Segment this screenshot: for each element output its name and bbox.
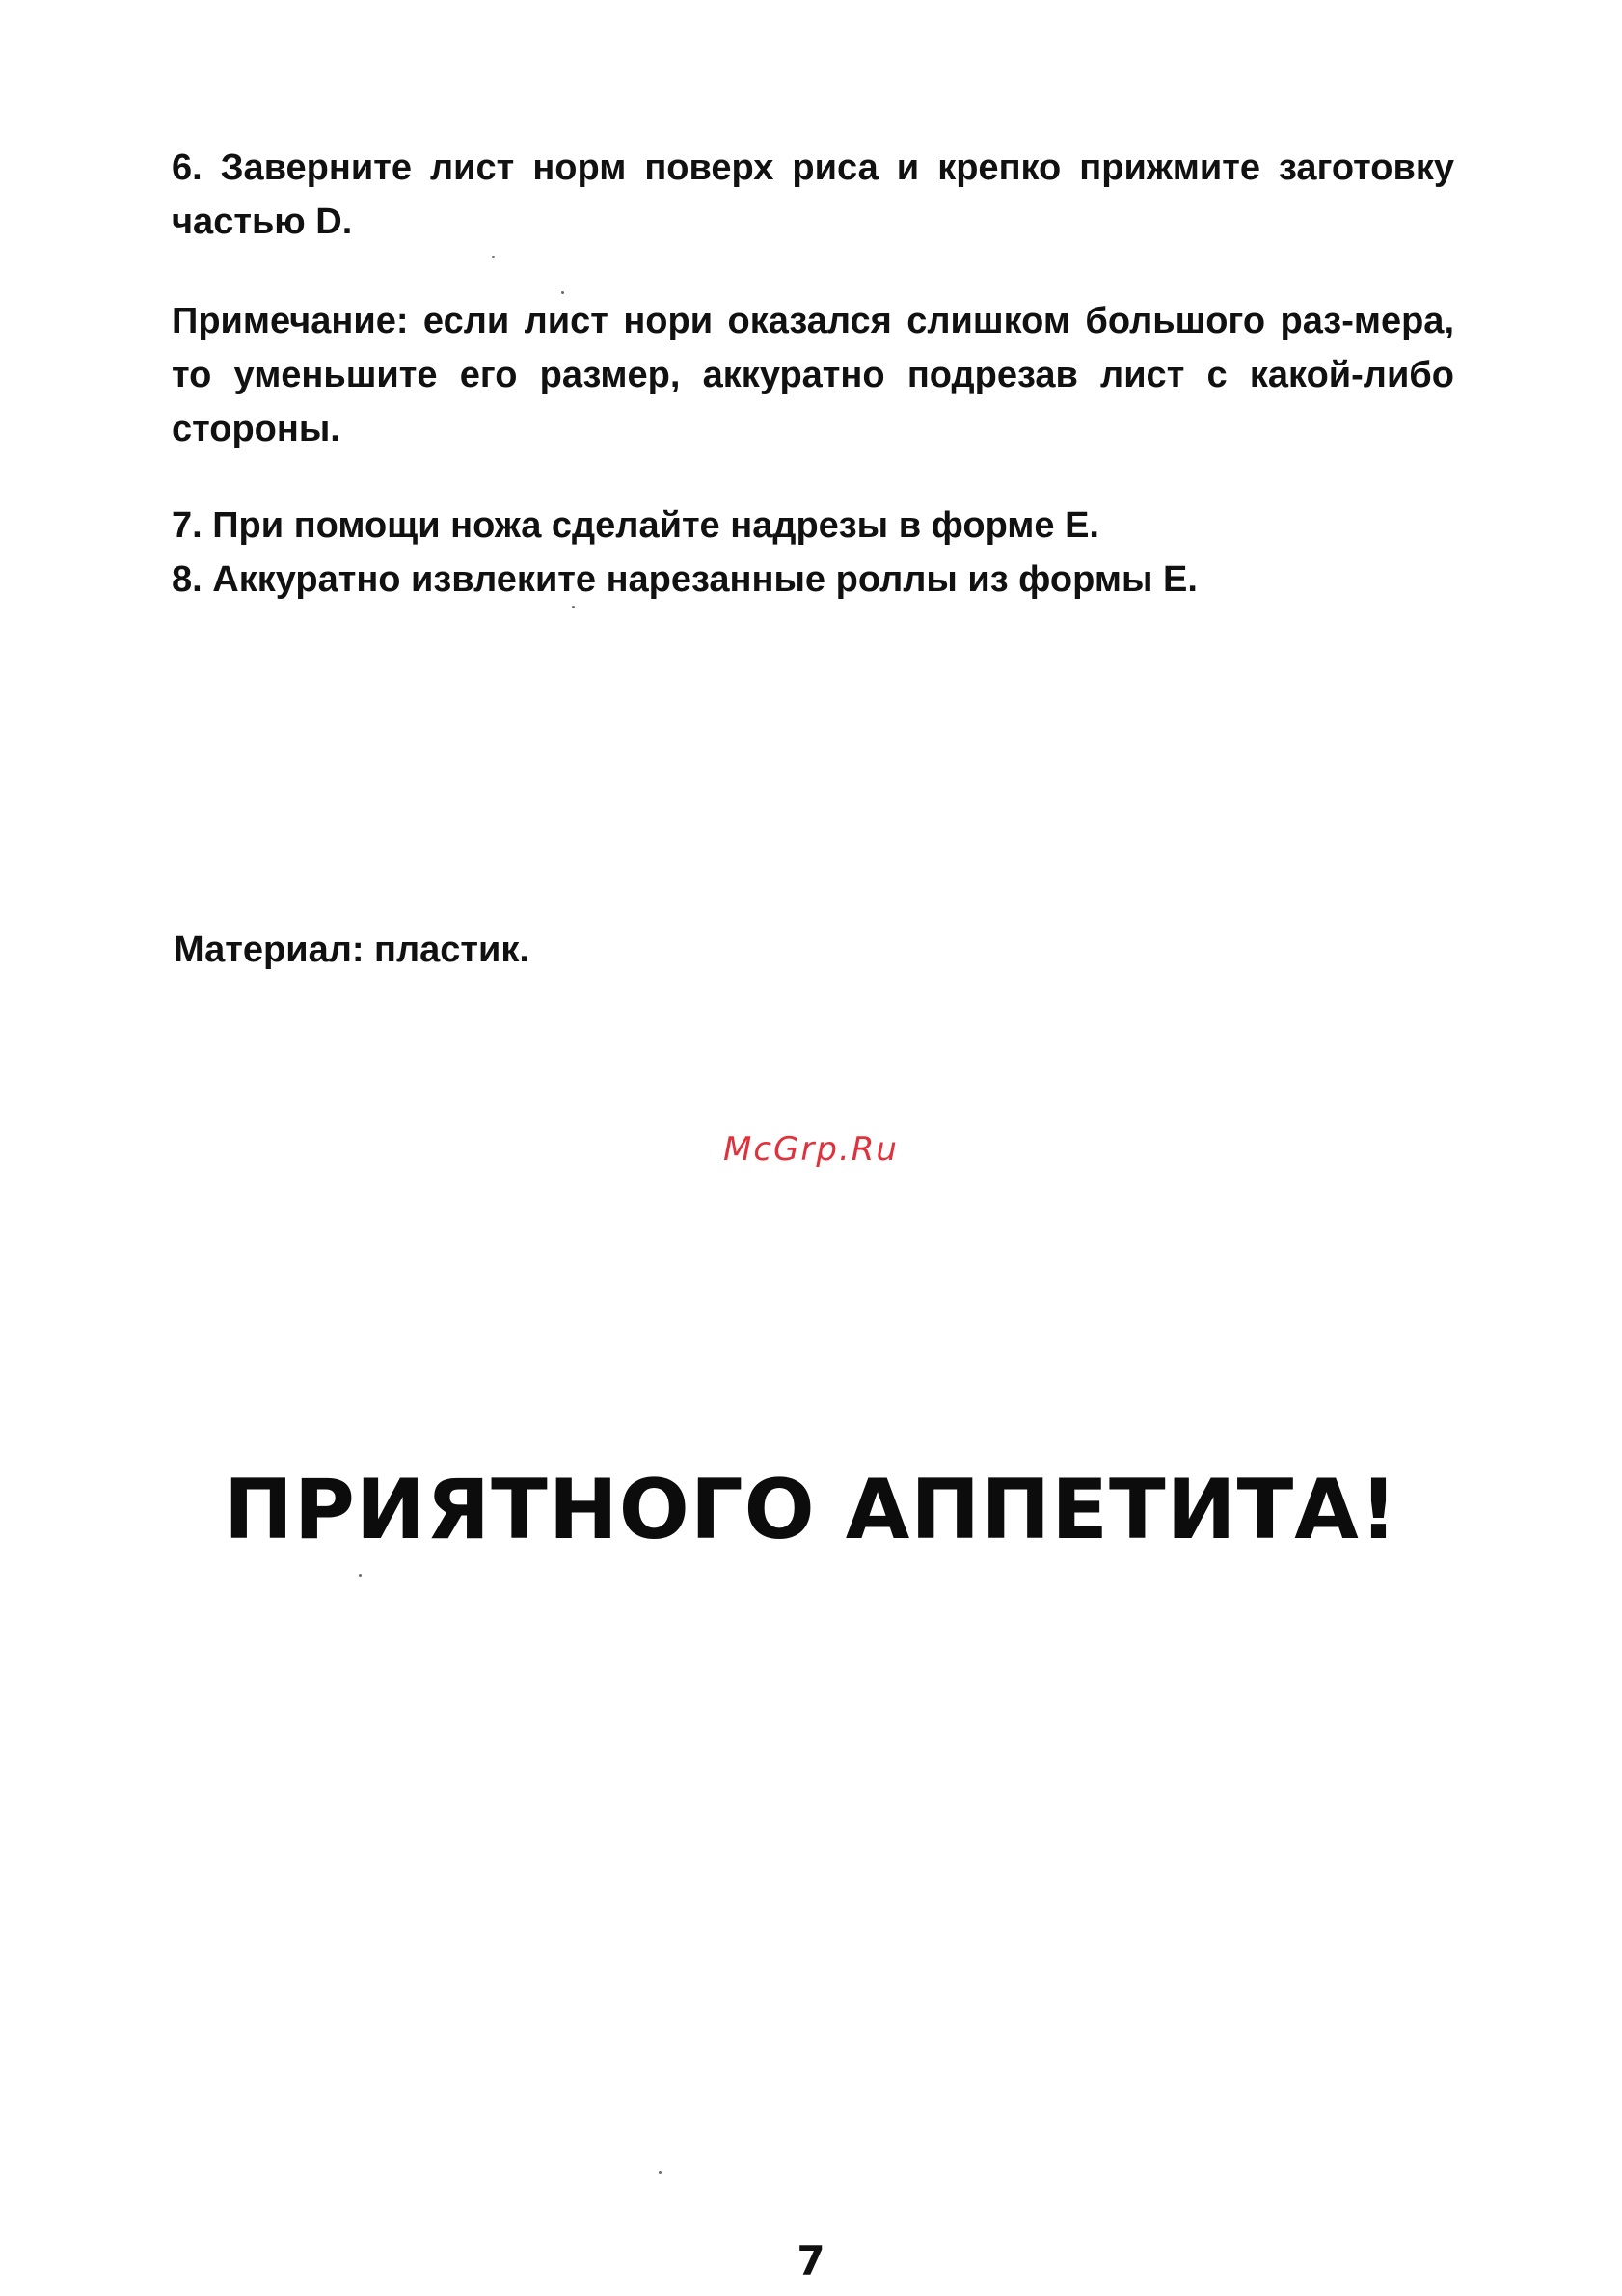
- material-label: Материал: [174, 930, 352, 970]
- scan-speck: [659, 2171, 662, 2174]
- instruction-step-8: 8. Аккуратно извлеките нарезанные роллы из формы Е.: [172, 559, 1198, 600]
- watermark-link[interactable]: McGrp.Ru: [723, 1130, 899, 1169]
- closing-heading: ПРИЯТНОГО АППЕТИТА!: [223, 1462, 1399, 1558]
- page-number: 7: [797, 2237, 825, 2284]
- scan-speck: [572, 606, 575, 608]
- instruction-step-6: 6. Заверните лист норм поверх риса и крепко прижмите заготовку частью D.: [172, 148, 1454, 242]
- scan-speck: [561, 291, 564, 294]
- material-value: : пластик.: [351, 930, 529, 970]
- scan-speck: [359, 1574, 362, 1577]
- instruction-steps-list: [172, 499, 1454, 607]
- scan-speck: [492, 256, 495, 258]
- instruction-note: Примечание: если лист нори оказался слишком большого раз-мера, то уменьшите его размер, аккуратно подрезав лист с какой-либо стороны.: [172, 301, 1454, 449]
- material-line: [174, 923, 529, 977]
- instruction-step-7: 7. При помощи ножа сделайте надрезы в форме Е.: [172, 505, 1099, 546]
